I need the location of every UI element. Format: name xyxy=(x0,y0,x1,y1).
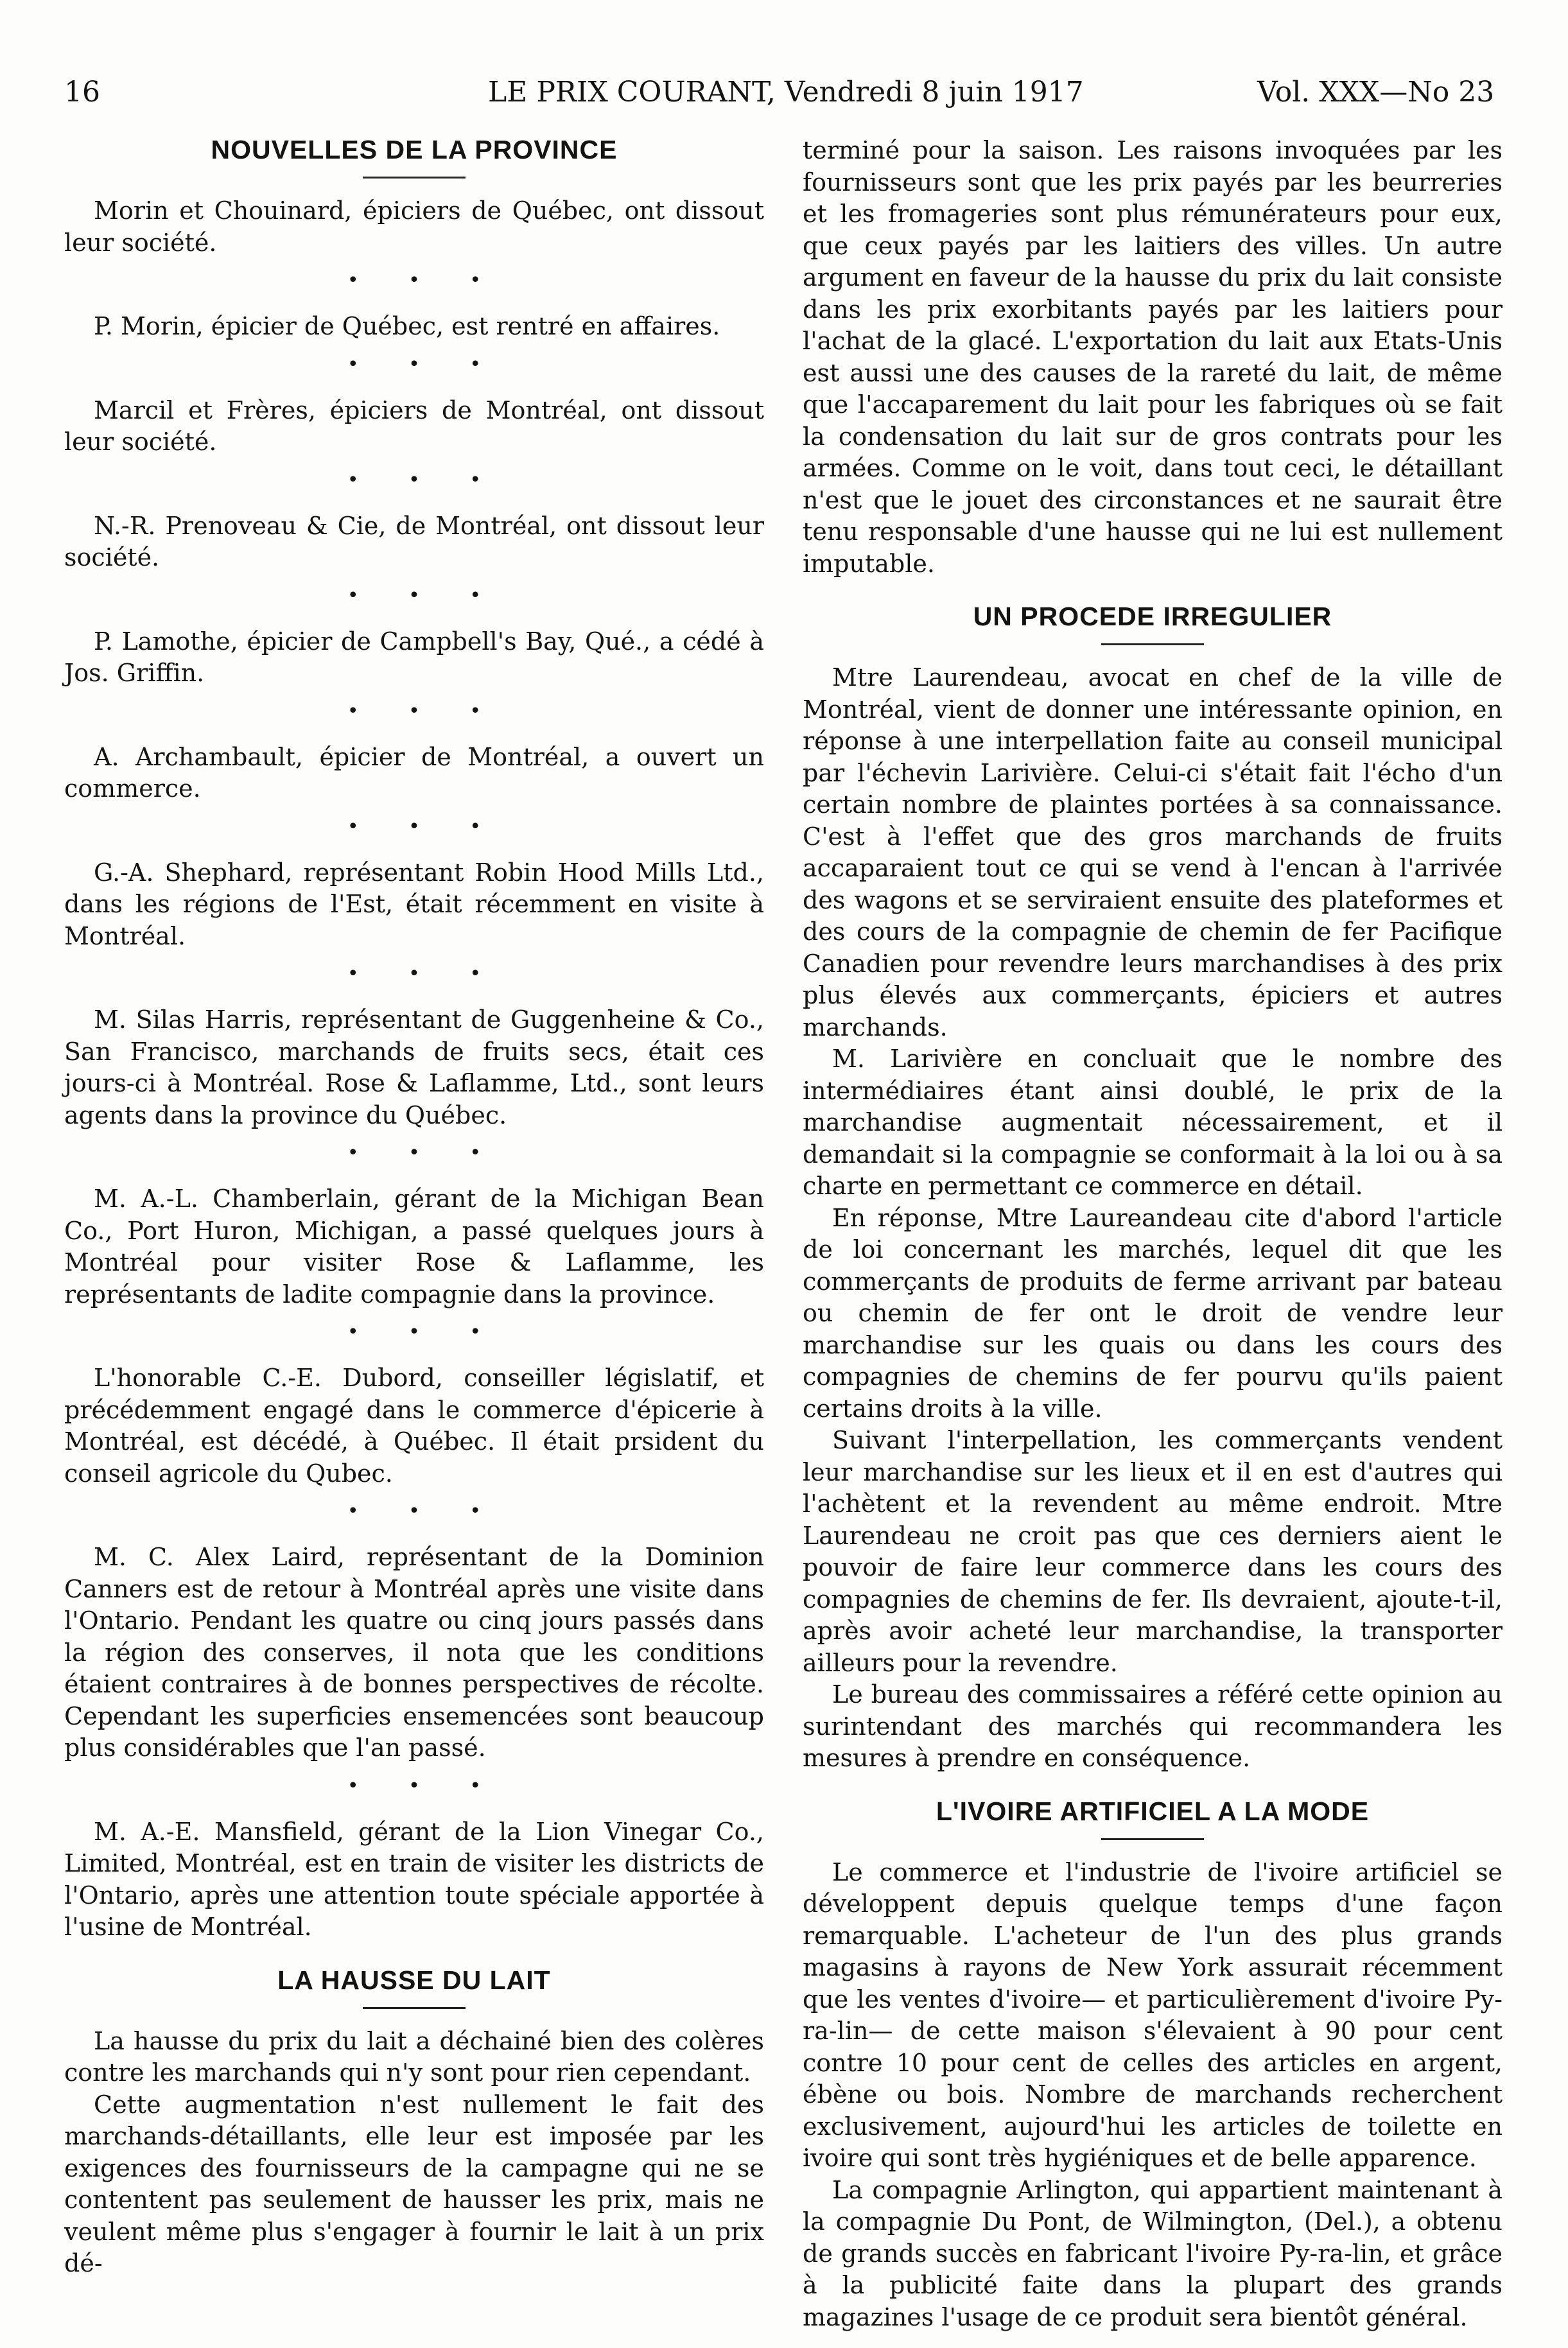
item-separator: • • • xyxy=(347,584,503,607)
article-paragraph: En réponse, Mtre Laureandeau cite d'abord l'article de loi concernant les marchés, lequel dit que les commerçants de produits de ferme arrivant par bateau ou chemin de fer ont le droit de vendre leur marchandise sur les quais ou dans les cours des compagnies de chemins de fer pourvu qu'ils paient certains droits à la ville. xyxy=(803,1203,1503,1423)
news-item: M. C. Alex Laird, représentant de la Dominion Canners est de retour à Montréal après une visite dans l'Ontario. Pendant les quatre ou cinq jours passés dans la région des conserves, il nota que les conditions étaient contraires à de bonnes perspectives de récolte. Cependant les superficies ensemencées sont beaucoup plus considérables que l'an passé. xyxy=(64,1543,764,1762)
section-title-procede-irregulier: UN PROCEDE IRREGULIER xyxy=(973,602,1332,631)
section-title-nouvelles: NOUVELLES DE LA PROVINCE xyxy=(211,135,618,164)
heading-rule xyxy=(363,177,466,178)
news-item: Marcil et Frères, épiciers de Montréal, ont dissout leur société. xyxy=(64,396,764,456)
item-separator: • • • xyxy=(347,1500,503,1522)
right-column xyxy=(803,135,1503,2333)
page-header xyxy=(0,76,1568,114)
news-item: N.-R. Prenoveau & Cie, de Montréal, ont dissout leur société. xyxy=(64,511,764,571)
item-separator: • • • xyxy=(347,1321,503,1343)
article-paragraph: M. Larivière en concluait que le nombre des intermédiaires étant ainsi doublé, le prix de la marchandise augmentait nécessairement, et il demandait si la compagnie se conformait à la loi ou à sa charte en permettant ce commerce en détail. xyxy=(803,1045,1503,1200)
article-paragraph: Mtre Laurendeau, avocat en chef de la ville de Montréal, vient de donner une intéressante opinion, en réponse à une interpellation faite au conseil municipal par l'échevin Larivière. Celui-ci s'était fait l'écho d'un certain nombre de plaintes portées à sa connaissance. C'est à l'effet que des gros marchands de fruits accaparaient tout ce qui se vend à l'encan à l'arrivée des wagons et se serviraient ensuite des plateformes et des cours de la compagnie de chemin de fer Pacifique Canadien pour revendre leurs marchandises à des prix plus élevés aux commerçants, épiciers et autres marchands. xyxy=(803,663,1503,1041)
article-paragraph: Le commerce et l'industrie de l'ivoire artificiel se développent depuis quelque temps d'une façon remarquable. L'acheteur de l'un des plus grands magasins à rayons de New York assurait récemment que les ventes d'ivoire— et particulièrement d'ivoire Py-ra-lin— de cette maison s'élevaient à 90 pour cent contre 10 pour cent de celles des articles en argent, ébène ou bois. Nombre de marchands recherchent exclusivement, aujourd'hui les articles de toilette en ivoire qui sont très hygiéniques et de belle apparence. xyxy=(803,1857,1503,2172)
news-item: P. Lamothe, épicier de Campbell's Bay, Qué., a cédé à Jos. Griffin. xyxy=(64,627,764,687)
article-paragraph: La compagnie Arlington, qui appartient maintenant à la compagnie Du Pont, de Wilmington, (Del.), a obtenu de grands succès en fabricant l'ivoire Py-ra-lin, et grâce à la publicité faite dans la plupart des grands magazines l'usage de ce produit sera bientôt général. xyxy=(803,2175,1503,2331)
item-separator: • • • xyxy=(347,815,503,838)
item-separator: • • • xyxy=(347,1142,503,1164)
item-separator: • • • xyxy=(347,699,503,722)
news-item: Morin et Chouinard, épiciers de Québec, ont dissout leur société. xyxy=(64,196,764,257)
running-title: LE PRIX COURANT, Vendredi 8 juin 1917 xyxy=(488,76,1084,109)
page-number: 16 xyxy=(64,76,100,109)
section-title-ivoire-artificiel: L'IVOIRE ARTIFICIEL A LA MODE xyxy=(936,1796,1370,1826)
news-item: M. A.-E. Mansfield, gérant de la Lion Vinegar Co., Limited, Montréal, est en train de visiter les districts de l'Ontario, après une attention toute spéciale apportée à l'usine de Montréal. xyxy=(64,1817,764,1941)
news-item: A. Archambault, épicier de Montréal, a ouvert un commerce. xyxy=(64,742,764,803)
left-column xyxy=(64,135,764,2280)
volume-issue: Vol. XXX—No 23 xyxy=(1257,76,1495,109)
item-separator: • • • xyxy=(347,962,503,985)
heading-rule xyxy=(1101,643,1204,645)
news-item: M. Silas Harris, représentant de Guggenheine & Co., San Francisco, marchands de fruits secs, était ces jours-ci à Montréal. Rose & Laflamme, Ltd., sont leurs agents dans la province du Québec. xyxy=(64,1005,764,1129)
heading-rule xyxy=(1101,1838,1204,1840)
news-item: L'honorable C.-E. Dubord, conseiller législatif, et précédemment engagé dans le commerce d'épicerie à Montréal, est décédé, à Québec. Il était prsident du conseil agricole du Qubec. xyxy=(64,1364,764,1488)
article-paragraph: La hausse du prix du lait a déchainé bien des colères contre les marchands qui n'y sont pour rien cependant. xyxy=(64,2026,764,2087)
article-paragraph-continued: terminé pour la saison. Les raisons invoquées par les fournisseurs sont que les prix payés par les beurreries et les fromageries sont plus rémunérateurs pour eux, que ceux payés par les laitiers des villes. Un autre argument en faveur de la hausse du prix du lait consiste dans les prix exorbitants payés par les laitiers pour l'achat de la glacé. L'exportation du lait aux Etats-Unis est aussi une des causes de la rareté du lait, de même que l'accaparement du lait pour les fabriques où se fait la condensation du lait sur de gros contrats pour les armées. Comme on le voit, dans tout ceci, le détaillant n'est que le jouet des circonstances et ne saurait être tenu responsable d'une hausse qui ne lui est nullement imputable. xyxy=(803,136,1503,578)
article-paragraph: Suivant l'interpellation, les commerçants vendent leur marchandise sur les lieux et il en est d'autres qui l'achètent et la revendent au même endroit. Mtre Laurendeau ne croit pas que ces derniers aient le pouvoir de faire leur commerce dans les cours des compagnies de chemins de fer. Ils devraient, ajoute-t-il, après avoir acheté leur marchandise, la transporter ailleurs pour la revendre. xyxy=(803,1426,1503,1677)
article-paragraph: Le bureau des commissaires a référé cette opinion au surintendant des marchés qui recommandera les mesures à prendre en conséquence. xyxy=(803,1680,1503,1772)
item-separator: • • • xyxy=(347,352,503,376)
article-paragraph: Cette augmentation n'est nullement le fait des marchands-détaillants, elle leur est imposée par les exigences des fournisseurs de la campagne qui ne se contentent pas seulement de hausser les prix, mais ne veulent même plus s'engager à fournir le lait à un prix dé- xyxy=(64,2090,764,2277)
news-item: M. A.-L. Chamberlain, gérant de la Michigan Bean Co., Port Huron, Michigan, a passé quelques jours à Montréal pour visiter Rose & Laflamme, les représentants de ladite compagnie dans la province. xyxy=(64,1185,764,1309)
section-title-hausse-du-lait: LA HAUSSE DU LAIT xyxy=(277,1965,551,1995)
item-separator: • • • xyxy=(347,1774,503,1797)
item-separator: • • • xyxy=(347,269,503,291)
news-item: P. Morin, épicier de Québec, est rentré en affaires. xyxy=(94,312,720,340)
heading-rule xyxy=(363,2007,466,2009)
news-item: G.-A. Shephard, représentant Robin Hood Mills Ltd., dans les régions de l'Est, était récemment en visite à Montréal. xyxy=(64,858,764,950)
item-separator: • • • xyxy=(347,468,503,491)
